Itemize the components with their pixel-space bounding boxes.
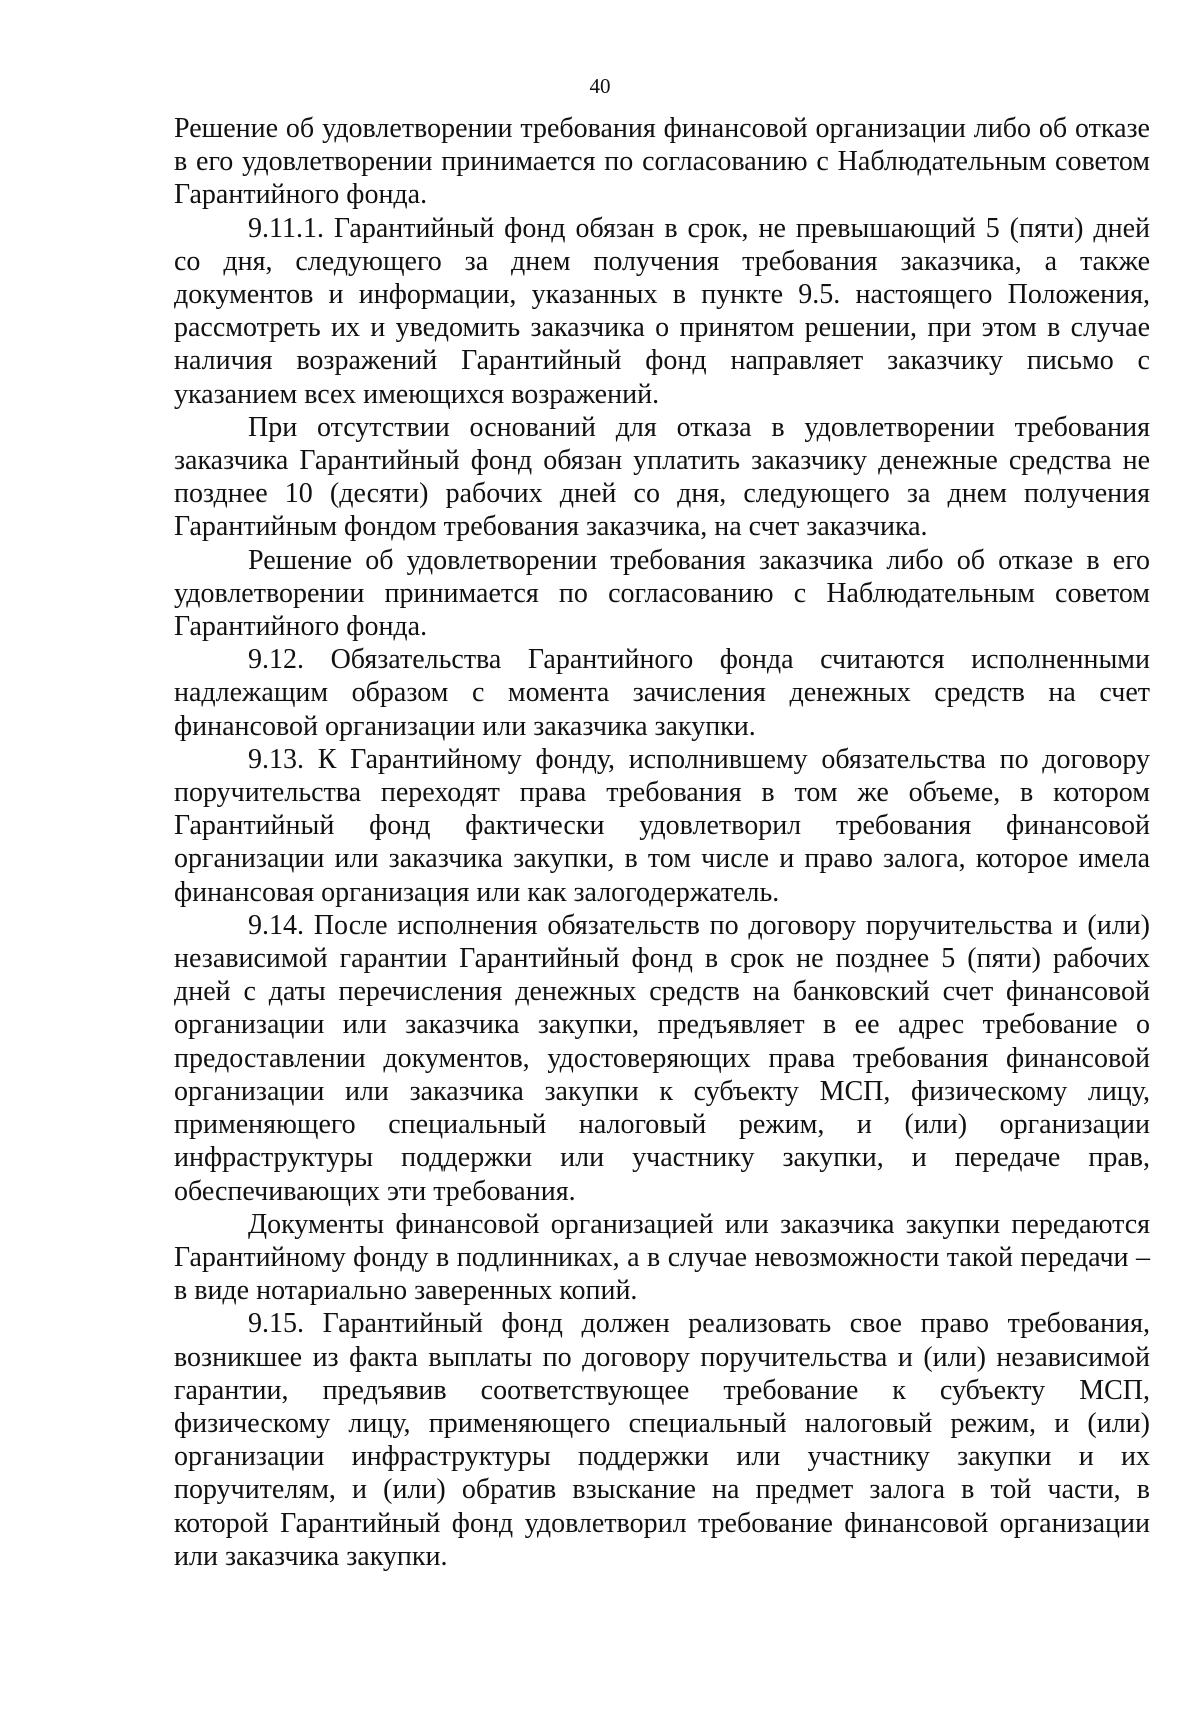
paragraph-9-13: 9.13. К Гарантийному фонду, исполнившему обязательства по договору поручительства переходят права требования в том же объеме, в котором Гарантийный фонд фактически удовлетворил требования финансовой организации или заказчика закупки, в том числе и право залога, которое имела финансовая организация или как залогодержатель. (174, 743, 1150, 908)
paragraph-9-15: 9.15. Гарантийный фонд должен реализовать свое право требования, возникшее из факта выплаты по договору поручительства и (или) независимой гарантии, предъявив соответствующее требование к субъекту МСП, физическому лицу, применяющего специальный налоговый режим, и (или) организации инфраструктуры поддержки или участнику закупки и их поручителям, и (или) обратив взыскание на предмет залога в той части, в которой Гарантийный фонд удовлетворил требование финансовой организации или заказчика закупки. (174, 1308, 1150, 1572)
document-body (174, 112, 1150, 1573)
page-number: 40 (589, 74, 611, 98)
paragraph-payment-to-customer: При отсутствии оснований для отказа в удовлетворении требования заказчика Гарантийный фонд обязан уплатить заказчику денежные средства не позднее 10 (десяти) рабочих дней со дня, следующего за днем получения Гарантийным фондом требования заказчика, на счет заказчика. (174, 411, 1150, 543)
paragraph-decision-financial-org: Решение об удовлетворении требования финансовой организации либо об отказе в его удовлетворении принимается по согласованию с Наблюдательным советом Гарантийного фонда. (174, 113, 1150, 211)
paragraph-9-14: 9.14. После исполнения обязательств по договору поручительства и (или) независимой гарантии Гарантийный фонд в срок не позднее 5 (пяти) рабочих дней с даты перечисления денежных средств на банковский счет финансовой организации или заказчика закупки, предъявляет в ее адрес требование о предоставлении документов, удостоверяющих права требования финансовой организации или заказчика закупки к субъекту МСП, физическому лицу, применяющего специальный налоговый режим, и (или) организации инфраструктуры поддержки или участнику закупки, и передаче прав, обеспечивающих эти требования. (174, 909, 1150, 1207)
paragraph-decision-customer: Решение об удовлетворении требования заказчика либо об отказе в его удовлетворении принимается по согласованию с Наблюдательным советом Гарантийного фонда. (174, 544, 1150, 643)
paragraph-9-12: 9.12. Обязательства Гарантийного фонда считаются исполненными надлежащим образом с момента зачисления денежных средств на счет финансовой организации или заказчика закупки. (174, 644, 1150, 742)
paragraph-9-11-1: 9.11.1. Гарантийный фонд обязан в срок, не превышающий 5 (пяти) дней со дня, следующего за днем получения требования заказчика, а также документов и информации, указанных в пункте 9.5. настоящего Положения, рассмотреть их и уведомить заказчика о принятом решении, при этом в случае наличия возражений Гарантийный фонд направляет заказчику письмо с указанием всех имеющихся возражений. (174, 212, 1150, 410)
paragraph-documents-transfer: Документы финансовой организацией или заказчика закупки передаются Гарантийному фонду в подлинниках, а в случае невозможности такой передачи – в виде нотариально заверенных копий. (174, 1208, 1150, 1307)
